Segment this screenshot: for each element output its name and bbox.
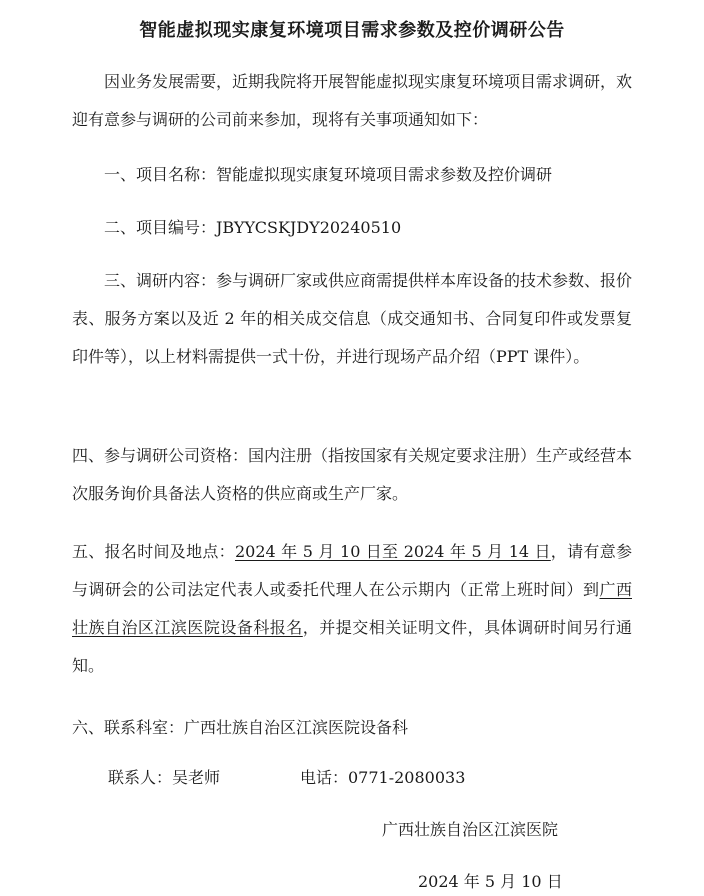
intro-paragraph: 因业务发展需要，近期我院将开展智能虚拟现实康复环境项目需求调研，欢迎有意参与调研的公司前来参加，现将有关事项通知如下：: [72, 72, 633, 129]
contact-phone: 电话：0771-2080033: [300, 768, 466, 787]
registration-date-range: 2024 年 5 月 10 日至 2024 年 5 月 14 日: [234, 542, 551, 561]
registration-prefix: 五、报名时间及地点：: [72, 542, 235, 561]
registration-place: 广西壮族自治区江滨医院设备科报名: [72, 580, 632, 637]
notice-title: 智能虚拟现实康复环境项目需求参数及控价调研公告: [139, 20, 565, 41]
signature-organization: 广西壮族自治区江滨医院: [382, 820, 559, 839]
item-qualification: 四、参与调研公司资格：国内注册（指按国家有关规定要求注册）生产或经营本次服务询价具备法人资格的供应商或生产厂家。: [72, 446, 633, 503]
contact-person: 联系人：吴老师: [108, 768, 221, 787]
registration-suffix: ，并提交相关证明文件，具体调研时间另行通知。: [72, 618, 632, 675]
item-research-content: 三、调研内容：参与调研厂家或供应商需提供样本库设备的技术参数、报价表、服务方案以及近 2 年的相关成交信息（成交通知书、合同复印件或发票复印件等），以上材料需提供一式十份，并进行现场产品介绍（PPT 课件）。: [72, 271, 633, 366]
registration-middle: ，请有意参与调研会的公司法定代表人或委托代理人在公示期内（正常上班时间）到: [72, 542, 632, 599]
signature-date: 2024 年 5 月 10 日: [418, 872, 563, 891]
item-project-number: 二、项目编号：JBYYCSKJDY20240510: [104, 218, 402, 237]
item-project-name: 一、项目名称：智能虚拟现实康复环境项目需求参数及控价调研: [104, 165, 553, 184]
item-contact-department: 六、联系科室：广西壮族自治区江滨医院设备科: [72, 718, 409, 737]
item-registration: [72, 533, 632, 685]
